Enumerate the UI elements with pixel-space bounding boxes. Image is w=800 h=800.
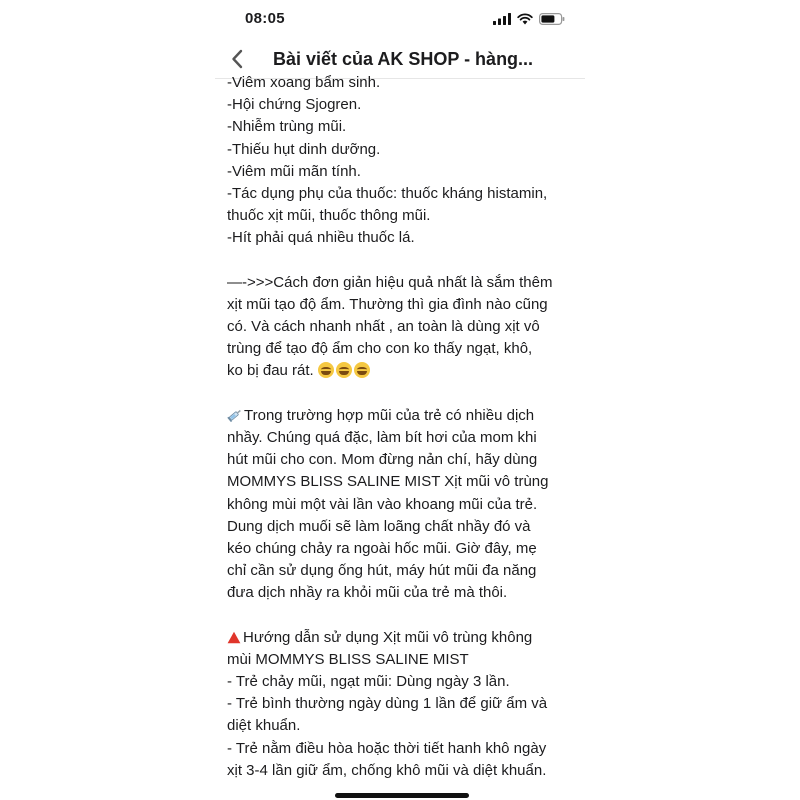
post-line: kéo chúng chảy ra ngoài hốc mũi. Giờ đây, mẹ (227, 539, 537, 557)
grinning-face-emoji-icon (354, 362, 370, 378)
post-line-text: Hướng dẫn sử dụng Xịt mũi vô trùng không (243, 628, 533, 646)
grinning-face-emoji-icon (336, 362, 352, 378)
post-line: trùng để tạo độ ẩm cho con ko thấy ngạt, khô, (227, 340, 533, 358)
post-line: - Trẻ nằm điều hòa hoặc thời tiết hanh khô ngày (227, 739, 547, 757)
post-line: - Trẻ bình thường ngày dùng 1 lần để giữ ẩm và (227, 695, 548, 713)
post-line-with-icon (227, 627, 583, 649)
battery-icon (539, 13, 565, 25)
post-line: -Viêm xoang bẩm sinh. (227, 74, 381, 91)
chevron-left-icon (231, 49, 243, 69)
post-line: -Hội chứng Sjogren. (227, 96, 362, 114)
post-line: -Nhiễm trùng mũi. (227, 118, 347, 136)
post-line: -Hít phải quá nhiều thuốc lá. (227, 229, 415, 247)
home-indicator[interactable] (335, 793, 469, 798)
post-line-with-emoji (227, 360, 583, 382)
post-line: đưa dịch nhầy ra khỏi mũi của trẻ mà thôi. (227, 584, 508, 602)
post-line: Dung dịch muối sẽ làm loãng chất nhầy đó và (227, 517, 531, 535)
post-line-text: Trong trường hợp mũi của trẻ có nhiều dịch (244, 406, 535, 424)
post-line: -Thiếu hụt dinh dưỡng. (227, 140, 381, 158)
red-triangle-icon (227, 631, 241, 644)
post-line: -Viêm mũi mãn tính. (227, 162, 361, 180)
paragraph-gap (227, 605, 583, 627)
post-line: chỉ cần sử dụng ống hút, máy hút mũi đa năng (227, 562, 537, 580)
post-line: - Trẻ chảy mũi, ngạt mũi: Dùng ngày 3 lần. (227, 673, 510, 691)
post-line: hút mũi cho con. Mom đừng nản chí, hãy dùng (227, 451, 538, 469)
post-line: -Tác dụng phụ của thuốc: thuốc kháng histamin, (227, 184, 548, 202)
post-line: có. Và cách nhanh nhất , an toàn là dùng xịt vô (227, 318, 540, 336)
post-line: diệt khuẩn. (227, 717, 301, 735)
phone-screen (215, 0, 585, 800)
status-time: 08:05 (245, 10, 285, 27)
post-line: xịt mũi tạo độ ẩm. Thường thì gia đình nào cũng (227, 295, 548, 313)
page-title: Bài viết của AK SHOP - hàng... (273, 49, 534, 69)
status-icons (493, 13, 565, 25)
post-line: không mùi một vài lần vào khoang mũi của trẻ. (227, 495, 538, 513)
paragraph-gap (227, 250, 583, 272)
paragraph-gap (227, 383, 583, 405)
cellular-signal-icon (493, 13, 511, 25)
post-line: xịt 3-4 lần giữ ẩm, chống khô mũi và diệt khuẩn. (227, 761, 547, 779)
post-line-text: ko bị đau rát. (227, 362, 314, 380)
post-line: thuốc xịt mũi, thuốc thông mũi. (227, 207, 431, 225)
back-button[interactable] (225, 46, 249, 72)
status-bar (215, 0, 585, 38)
post-line: mùi MOMMYS BLISS SALINE MIST (227, 650, 469, 668)
post-line: —->>>Cách đơn giản hiệu quả nhất là sắm thêm (227, 273, 553, 291)
grinning-face-emoji-icon (318, 362, 334, 378)
post-line: MOMMYS BLISS SALINE MIST Xịt mũi vô trùng (227, 473, 549, 491)
wifi-icon (517, 13, 533, 25)
post-line: nhầy. Chúng quá đặc, làm bít hơi của mom khi (227, 429, 537, 446)
post-content (227, 72, 583, 782)
syringe-icon (227, 408, 243, 422)
post-line-with-icon (227, 405, 583, 427)
